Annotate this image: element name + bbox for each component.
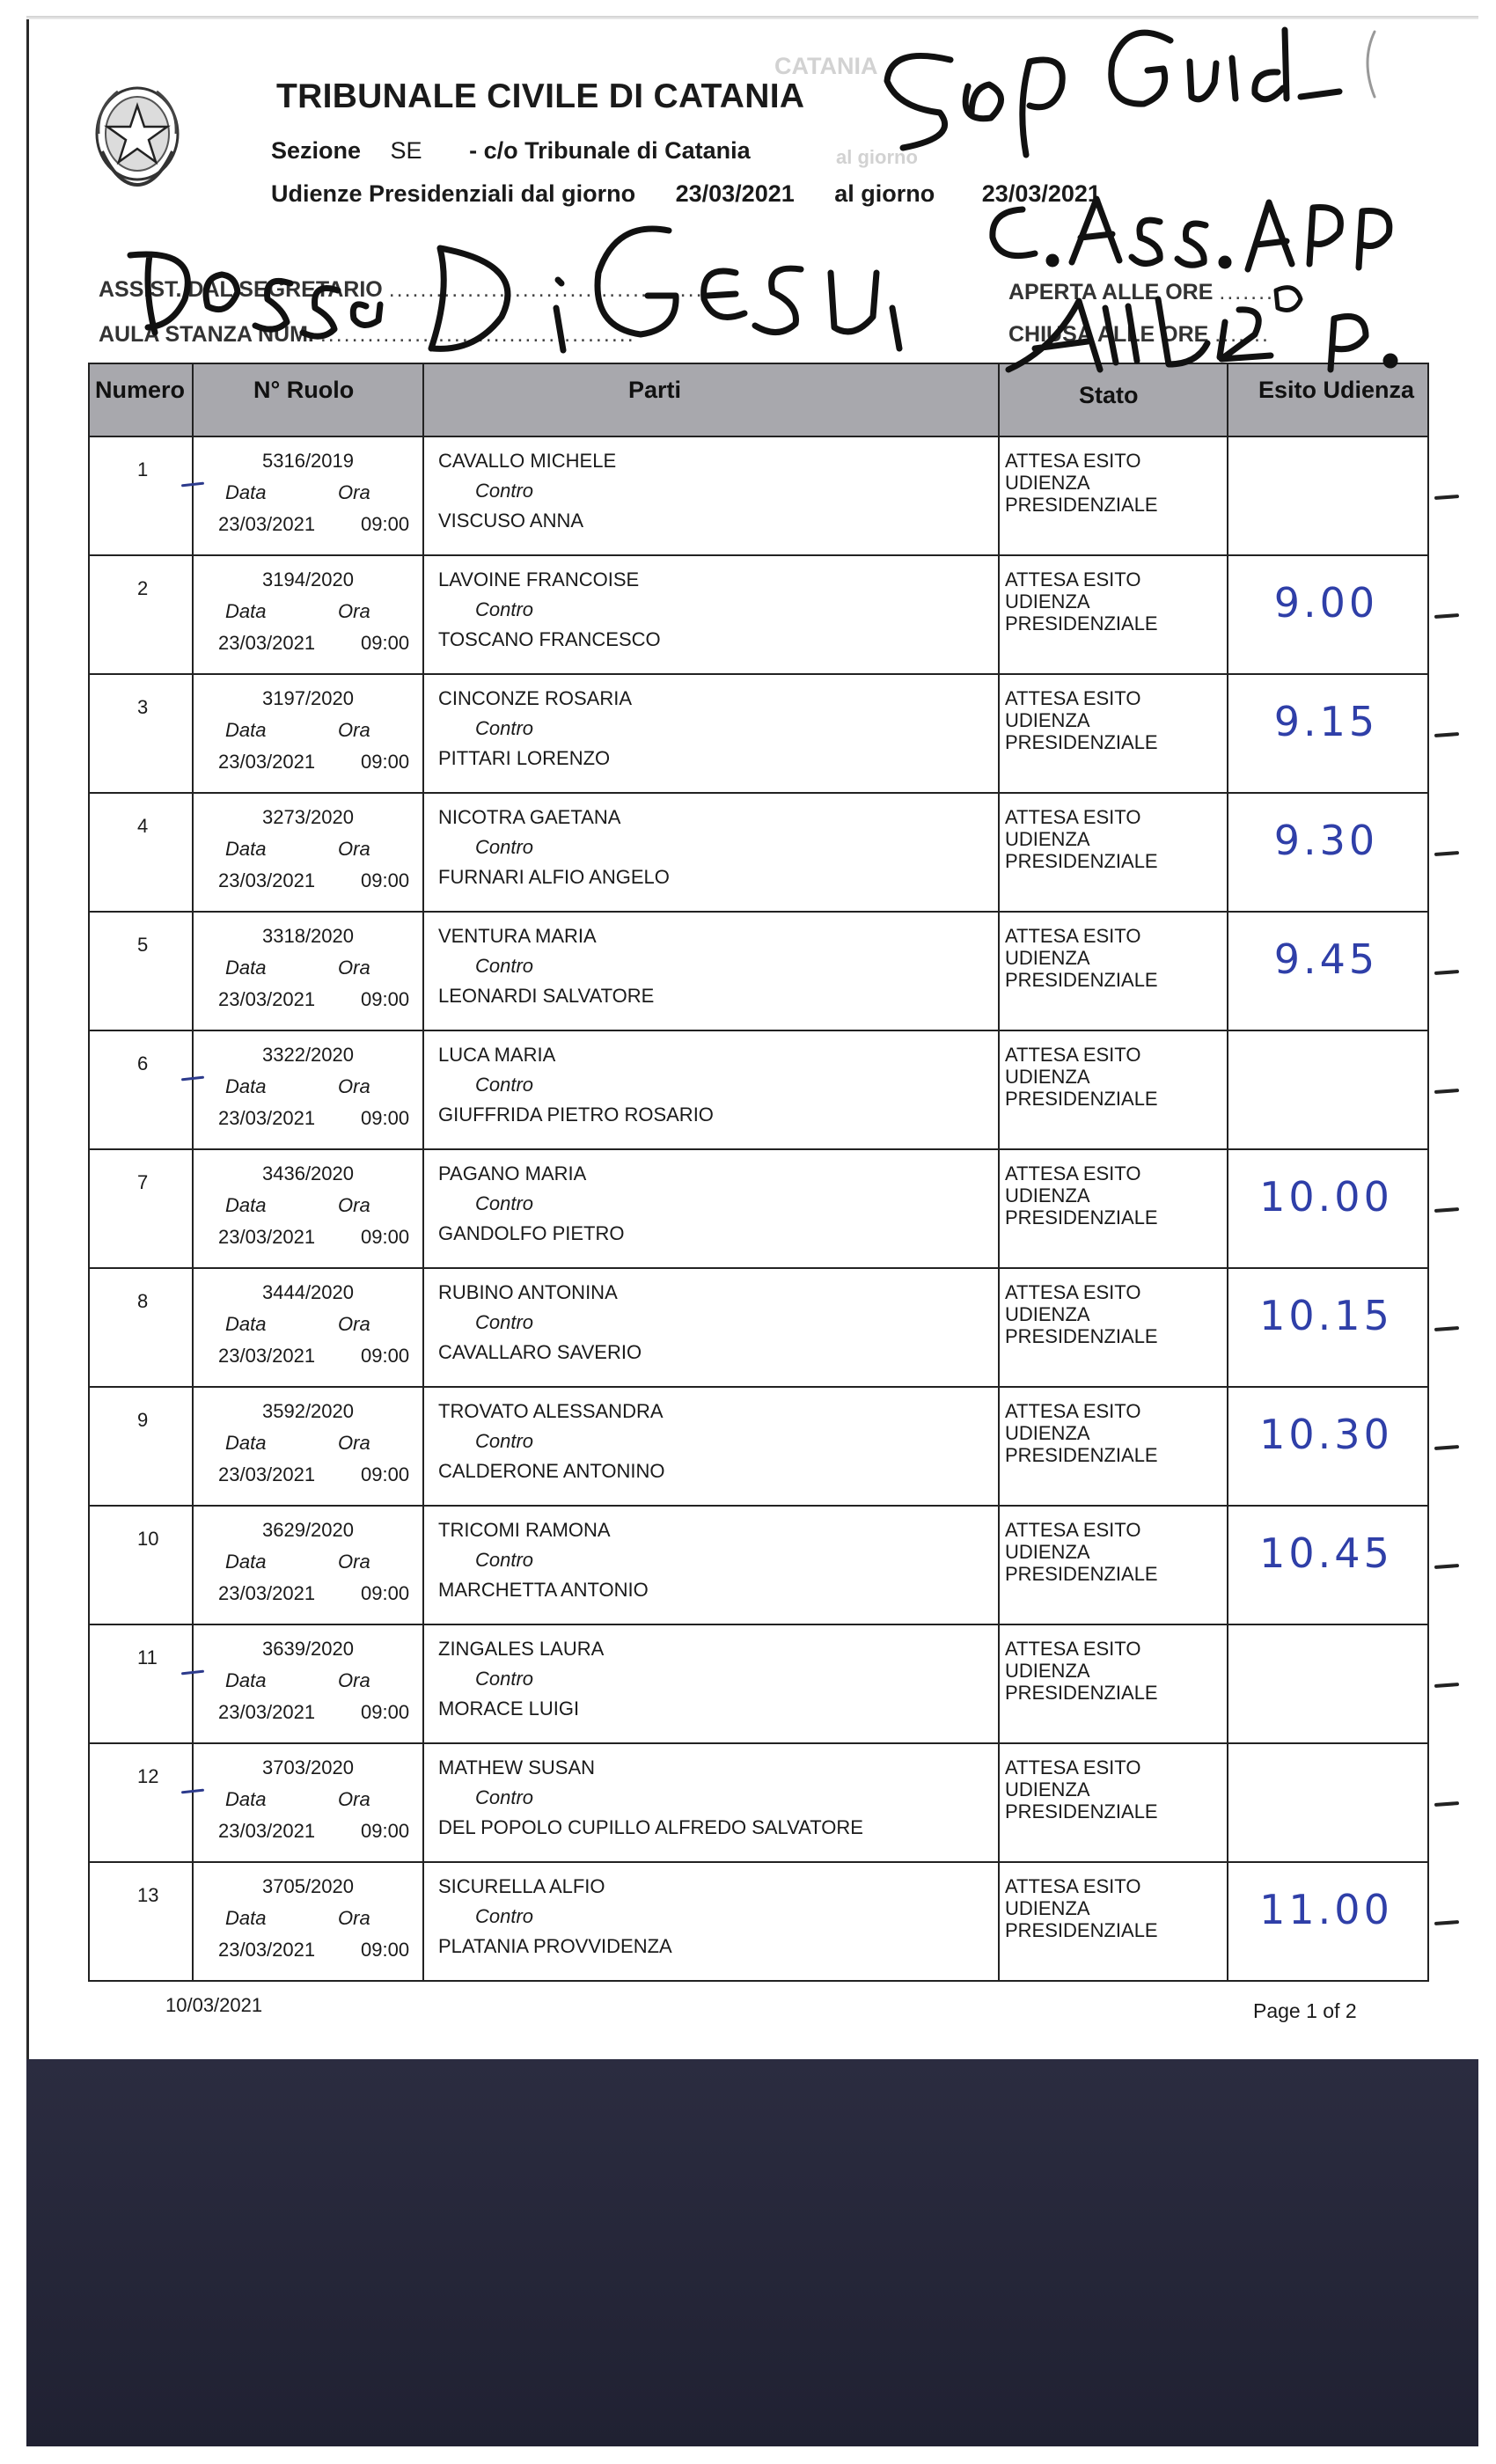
hearing-date: 23/03/2021 <box>218 513 316 535</box>
hearing-time: 09:00 <box>361 1701 410 1723</box>
hearing-time: 09:00 <box>361 513 410 535</box>
status-text <box>1005 568 1225 634</box>
ora-label: Ora <box>338 1075 370 1097</box>
column-divider <box>998 1863 1000 1980</box>
column-divider <box>192 1388 194 1505</box>
ora-label: Ora <box>338 481 370 503</box>
hearing-date: 23/03/2021 <box>218 1820 316 1842</box>
row-number: 5 <box>137 934 149 956</box>
column-divider <box>192 556 194 673</box>
data-label: Data <box>225 1432 267 1454</box>
table-row <box>88 437 1429 556</box>
column-divider <box>192 437 194 554</box>
status-line: PRESIDENZIALE <box>1005 1682 1158 1704</box>
contro-label: Contro <box>475 1311 534 1333</box>
assistito-dots: ........................................ <box>388 277 704 302</box>
chiusa-field <box>1008 322 1270 348</box>
status-line: UDIENZA <box>1005 1303 1090 1325</box>
ruolo-number: 3629/2020 <box>262 1519 354 1541</box>
status-line: PRESIDENZIALE <box>1005 1206 1158 1228</box>
status-text <box>1005 687 1225 753</box>
column-divider <box>1227 794 1228 911</box>
status-line: ATTESA ESITO <box>1005 806 1141 828</box>
contro-label: Contro <box>475 1192 534 1214</box>
status-line: UDIENZA <box>1005 1184 1090 1206</box>
status-text <box>1005 1875 1225 1941</box>
row-number: 11 <box>137 1646 158 1668</box>
column-divider <box>422 364 424 436</box>
hearings-table <box>88 363 1429 1982</box>
ruolo-number: 3444/2020 <box>262 1281 354 1303</box>
column-divider <box>998 794 1000 911</box>
status-line: UDIENZA <box>1005 709 1090 731</box>
scan-margin <box>1478 0 1496 2464</box>
data-label: Data <box>225 1194 267 1216</box>
data-label: Data <box>225 1075 267 1097</box>
table-row <box>88 1388 1429 1507</box>
column-divider <box>998 675 1000 792</box>
column-divider <box>422 794 424 911</box>
status-line: UDIENZA <box>1005 1897 1090 1919</box>
status-line: ATTESA ESITO <box>1005 1281 1141 1303</box>
status-text <box>1005 1281 1225 1347</box>
data-label: Data <box>225 600 267 622</box>
column-divider <box>422 1863 424 1980</box>
table-row <box>88 913 1429 1031</box>
party-claimant: TROVATO ALESSANDRA <box>438 1400 664 1422</box>
party-defendant: DEL POPOLO CUPILLO ALFREDO SALVATORE <box>438 1816 863 1838</box>
status-line: PRESIDENZIALE <box>1005 1800 1158 1822</box>
party-defendant: CAVALLARO SAVERIO <box>438 1341 642 1363</box>
contro-label: Contro <box>475 955 534 977</box>
udienze-label: Udienze Presidenziali dal giorno <box>271 180 636 207</box>
column-divider <box>998 1150 1000 1267</box>
status-line: PRESIDENZIALE <box>1005 1444 1158 1466</box>
udienze-line <box>271 180 1101 208</box>
column-divider <box>192 1863 194 1980</box>
ora-label: Ora <box>338 838 370 860</box>
column-header-parti: Parti <box>628 377 682 403</box>
hearing-time: 09:00 <box>361 1107 410 1129</box>
ruolo-number: 3705/2020 <box>262 1875 354 1897</box>
assistito-field <box>99 277 704 303</box>
column-divider <box>1227 364 1228 436</box>
column-divider <box>998 1625 1000 1742</box>
aula-label: AULA STANZA NUM. <box>99 322 314 347</box>
ora-label: Ora <box>338 600 370 622</box>
handwritten-time: 10.15 <box>1259 1292 1393 1339</box>
column-header-numero: Numero <box>95 377 186 403</box>
ora-label: Ora <box>338 1907 370 1929</box>
party-defendant: LEONARDI SALVATORE <box>438 985 655 1007</box>
aperta-field <box>1008 280 1274 305</box>
column-divider <box>192 1507 194 1624</box>
show-through-text: al giorno <box>836 146 918 168</box>
column-divider <box>1227 437 1228 554</box>
status-line: ATTESA ESITO <box>1005 1162 1141 1184</box>
column-divider <box>422 556 424 673</box>
row-number: 6 <box>137 1052 149 1074</box>
status-line: UDIENZA <box>1005 590 1090 612</box>
ora-label: Ora <box>338 1551 370 1573</box>
status-line: UDIENZA <box>1005 1660 1090 1682</box>
table-row <box>88 794 1429 913</box>
status-line: UDIENZA <box>1005 1422 1090 1444</box>
hearing-date: 23/03/2021 <box>218 1701 316 1723</box>
hearing-time: 09:00 <box>361 988 410 1010</box>
table-row <box>88 1150 1429 1269</box>
page-title: TRIBUNALE CIVILE DI CATANIA <box>276 77 805 115</box>
table-header <box>88 363 1429 437</box>
hearing-date: 23/03/2021 <box>218 751 316 773</box>
status-line: PRESIDENZIALE <box>1005 969 1158 991</box>
column-divider <box>422 675 424 792</box>
status-line: UDIENZA <box>1005 1778 1090 1800</box>
status-line: PRESIDENZIALE <box>1005 850 1158 872</box>
party-claimant: CINCONZE ROSARIA <box>438 687 633 709</box>
party-defendant: TOSCANO FRANCESCO <box>438 628 661 650</box>
column-divider <box>998 1031 1000 1148</box>
data-label: Data <box>225 1313 267 1335</box>
party-claimant: MATHEW SUSAN <box>438 1756 596 1778</box>
column-divider <box>422 1507 424 1624</box>
hearing-date: 23/03/2021 <box>218 1582 316 1604</box>
party-defendant: VISCUSO ANNA <box>438 510 584 532</box>
contro-label: Contro <box>475 1549 534 1571</box>
hearing-time: 09:00 <box>361 1345 410 1367</box>
column-divider <box>422 1031 424 1148</box>
handwritten-time: 10.30 <box>1259 1411 1393 1458</box>
party-claimant: CAVALLO MICHELE <box>438 450 617 472</box>
ora-label: Ora <box>338 719 370 741</box>
row-number: 10 <box>137 1528 159 1550</box>
ruolo-number: 3197/2020 <box>262 687 354 709</box>
table-row <box>88 1507 1429 1625</box>
status-line: PRESIDENZIALE <box>1005 494 1158 516</box>
column-divider <box>998 1269 1000 1386</box>
status-line: ATTESA ESITO <box>1005 568 1141 590</box>
party-defendant: FURNARI ALFIO ANGELO <box>438 866 670 888</box>
column-divider <box>1227 556 1228 673</box>
hearing-date: 23/03/2021 <box>218 988 316 1010</box>
column-divider <box>998 1507 1000 1624</box>
table-row <box>88 1031 1429 1150</box>
aula-dots: ........................................ <box>319 322 635 347</box>
data-label: Data <box>225 957 267 979</box>
party-claimant: ZINGALES LAURA <box>438 1638 605 1660</box>
data-label: Data <box>225 481 267 503</box>
column-divider <box>1227 1031 1228 1148</box>
contro-label: Contro <box>475 836 534 858</box>
column-divider <box>422 1388 424 1505</box>
hearing-time: 09:00 <box>361 1463 410 1485</box>
column-divider <box>1227 1150 1228 1267</box>
aula-field <box>99 322 635 348</box>
column-divider <box>192 1269 194 1386</box>
date-to: 23/03/2021 <box>981 180 1101 207</box>
party-defendant: CALDERONE ANTONINO <box>438 1460 665 1482</box>
status-line: UDIENZA <box>1005 472 1090 494</box>
row-number: 3 <box>137 696 149 718</box>
sezione-line <box>271 137 751 165</box>
column-divider <box>192 913 194 1030</box>
party-defendant: GIUFFRIDA PIETRO ROSARIO <box>438 1104 714 1126</box>
column-divider <box>192 794 194 911</box>
sezione-label: Sezione <box>271 137 362 164</box>
status-text <box>1005 806 1225 872</box>
handwritten-time: 10.00 <box>1259 1173 1393 1221</box>
handwritten-time: 11.00 <box>1259 1886 1393 1933</box>
column-divider <box>1227 1269 1228 1386</box>
hearing-date: 23/03/2021 <box>218 1345 316 1367</box>
column-divider <box>998 1388 1000 1505</box>
column-divider <box>998 1744 1000 1861</box>
handwritten-time: 9.00 <box>1273 579 1379 627</box>
column-divider <box>422 1150 424 1267</box>
table-row <box>88 1269 1429 1388</box>
ora-label: Ora <box>338 1194 370 1216</box>
column-header-esito: Esito Udienza <box>1258 377 1415 403</box>
data-label: Data <box>225 838 267 860</box>
column-divider <box>1227 1507 1228 1624</box>
column-divider <box>192 1150 194 1267</box>
ora-label: Ora <box>338 1788 370 1810</box>
ruolo-number: 3273/2020 <box>262 806 354 828</box>
status-line: PRESIDENZIALE <box>1005 731 1158 753</box>
handwritten-time: 9.15 <box>1273 698 1379 745</box>
sezione-location: - c/o Tribunale di Catania <box>469 137 751 164</box>
status-line: PRESIDENZIALE <box>1005 1088 1158 1110</box>
hearing-date: 23/03/2021 <box>218 1939 316 1961</box>
status-text <box>1005 1400 1225 1466</box>
chiusa-dots: ....... <box>1214 322 1270 347</box>
contro-label: Contro <box>475 1668 534 1690</box>
status-line: ATTESA ESITO <box>1005 1044 1141 1066</box>
party-claimant: RUBINO ANTONINA <box>438 1281 618 1303</box>
contro-label: Contro <box>475 717 534 739</box>
table-row <box>88 1863 1429 1982</box>
column-divider <box>1227 1863 1228 1980</box>
hearing-date: 23/03/2021 <box>218 1107 316 1129</box>
status-line: UDIENZA <box>1005 947 1090 969</box>
column-divider <box>192 1744 194 1861</box>
column-divider <box>422 1269 424 1386</box>
ruolo-number: 5316/2019 <box>262 450 354 472</box>
party-defendant: MORACE LUIGI <box>438 1698 580 1720</box>
status-text <box>1005 1638 1225 1704</box>
aperta-dots: ....... <box>1219 280 1274 304</box>
column-divider <box>192 1031 194 1148</box>
row-number: 2 <box>137 577 149 599</box>
ruolo-number: 3639/2020 <box>262 1638 354 1660</box>
show-through-text: CATANIA <box>774 53 878 79</box>
hearing-date: 23/03/2021 <box>218 1226 316 1248</box>
status-line: ATTESA ESITO <box>1005 1756 1141 1778</box>
status-line: PRESIDENZIALE <box>1005 1325 1158 1347</box>
status-line: UDIENZA <box>1005 1066 1090 1088</box>
scanner-background <box>26 2059 1478 2446</box>
status-text <box>1005 925 1225 991</box>
party-claimant: LAVOINE FRANCOISE <box>438 568 640 590</box>
handwritten-time: 9.45 <box>1273 935 1379 983</box>
ruolo-number: 3436/2020 <box>262 1162 354 1184</box>
chiusa-label: CHIUSA ALLE ORE <box>1008 322 1209 347</box>
status-text <box>1005 1044 1225 1110</box>
status-line: ATTESA ESITO <box>1005 450 1141 472</box>
status-line: ATTESA ESITO <box>1005 1638 1141 1660</box>
hearing-date: 23/03/2021 <box>218 869 316 891</box>
column-divider <box>422 1625 424 1742</box>
status-line: ATTESA ESITO <box>1005 1519 1141 1541</box>
assistito-label: ASSIST. DAL SEGRETARIO <box>99 277 383 302</box>
status-line: UDIENZA <box>1005 1541 1090 1563</box>
status-text <box>1005 1162 1225 1228</box>
ora-label: Ora <box>338 1313 370 1335</box>
contro-label: Contro <box>475 1786 534 1808</box>
column-divider <box>1227 675 1228 792</box>
party-claimant: SICURELLA ALFIO <box>438 1875 605 1897</box>
table-row <box>88 1625 1429 1744</box>
print-date: 10/03/2021 <box>165 1994 263 2016</box>
ruolo-number: 3322/2020 <box>262 1044 354 1066</box>
data-label: Data <box>225 1669 267 1691</box>
ora-label: Ora <box>338 1669 370 1691</box>
contro-label: Contro <box>475 1074 534 1096</box>
party-claimant: NICOTRA GAETANA <box>438 806 621 828</box>
column-header-stato: Stato <box>1079 382 1139 408</box>
ruolo-number: 3592/2020 <box>262 1400 354 1422</box>
ruolo-number: 3194/2020 <box>262 568 354 590</box>
status-line: PRESIDENZIALE <box>1005 1563 1158 1585</box>
status-line: ATTESA ESITO <box>1005 1400 1141 1422</box>
status-text <box>1005 450 1225 516</box>
column-divider <box>1227 1388 1228 1505</box>
ora-label: Ora <box>338 1432 370 1454</box>
sezione-value: SE <box>390 137 422 164</box>
column-divider <box>192 675 194 792</box>
ruolo-number: 3318/2020 <box>262 925 354 947</box>
contro-label: Contro <box>475 1905 534 1927</box>
row-number: 7 <box>137 1171 149 1193</box>
page-number: Page 1 of 2 <box>1253 1999 1357 2022</box>
hearing-time: 09:00 <box>361 869 410 891</box>
party-claimant: TRICOMI RAMONA <box>438 1519 611 1541</box>
date-from: 23/03/2021 <box>675 180 795 207</box>
hearing-time: 09:00 <box>361 1939 410 1961</box>
status-line: PRESIDENZIALE <box>1005 612 1158 634</box>
row-number: 8 <box>137 1290 149 1312</box>
column-divider <box>1227 913 1228 1030</box>
column-divider <box>1227 1744 1228 1861</box>
data-label: Data <box>225 1907 267 1929</box>
party-defendant: MARCHETTA ANTONIO <box>438 1579 649 1601</box>
column-divider <box>422 913 424 1030</box>
contro-label: Contro <box>475 598 534 620</box>
emblem-icon <box>92 81 183 195</box>
column-divider <box>998 913 1000 1030</box>
data-label: Data <box>225 719 267 741</box>
status-line: ATTESA ESITO <box>1005 1875 1141 1897</box>
handwritten-time: 9.30 <box>1273 817 1379 864</box>
ora-label: Ora <box>338 957 370 979</box>
column-divider <box>192 1625 194 1742</box>
row-number: 13 <box>137 1884 159 1906</box>
hearing-time: 09:00 <box>361 1226 410 1248</box>
party-defendant: PLATANIA PROVVIDENZA <box>438 1935 672 1957</box>
table-body <box>88 437 1429 1982</box>
column-divider <box>998 556 1000 673</box>
hearing-date: 23/03/2021 <box>218 1463 316 1485</box>
ruolo-number: 3703/2020 <box>262 1756 354 1778</box>
row-number: 9 <box>137 1409 149 1431</box>
status-line: PRESIDENZIALE <box>1005 1919 1158 1941</box>
row-number: 4 <box>137 815 149 837</box>
status-text <box>1005 1756 1225 1822</box>
row-number: 1 <box>137 458 149 480</box>
row-number: 12 <box>137 1765 159 1787</box>
status-line: ATTESA ESITO <box>1005 687 1141 709</box>
party-claimant: VENTURA MARIA <box>438 925 597 947</box>
contro-label: Contro <box>475 480 534 502</box>
hearing-time: 09:00 <box>361 632 410 654</box>
party-claimant: LUCA MARIA <box>438 1044 556 1066</box>
column-divider <box>422 1744 424 1861</box>
table-row <box>88 1744 1429 1863</box>
column-divider <box>422 437 424 554</box>
party-claimant: PAGANO MARIA <box>438 1162 587 1184</box>
status-line: UDIENZA <box>1005 828 1090 850</box>
table-row <box>88 675 1429 794</box>
contro-label: Contro <box>475 1430 534 1452</box>
column-divider <box>998 364 1000 436</box>
data-label: Data <box>225 1788 267 1810</box>
handwritten-time: 10.45 <box>1259 1529 1393 1577</box>
column-divider <box>998 437 1000 554</box>
status-text <box>1005 1519 1225 1585</box>
column-divider <box>192 364 194 436</box>
hearing-date: 23/03/2021 <box>218 632 316 654</box>
hearing-time: 09:00 <box>361 751 410 773</box>
hearing-time: 09:00 <box>361 1582 410 1604</box>
aperta-label: APERTA ALLE ORE <box>1008 280 1214 304</box>
column-header-ruolo: N° Ruolo <box>253 377 355 403</box>
column-divider <box>1227 1625 1228 1742</box>
party-defendant: PITTARI LORENZO <box>438 747 611 769</box>
status-line: ATTESA ESITO <box>1005 925 1141 947</box>
al-giorno-label: al giorno <box>834 180 935 207</box>
hearing-time: 09:00 <box>361 1820 410 1842</box>
data-label: Data <box>225 1551 267 1573</box>
party-defendant: GANDOLFO PIETRO <box>438 1222 625 1244</box>
table-row <box>88 556 1429 675</box>
